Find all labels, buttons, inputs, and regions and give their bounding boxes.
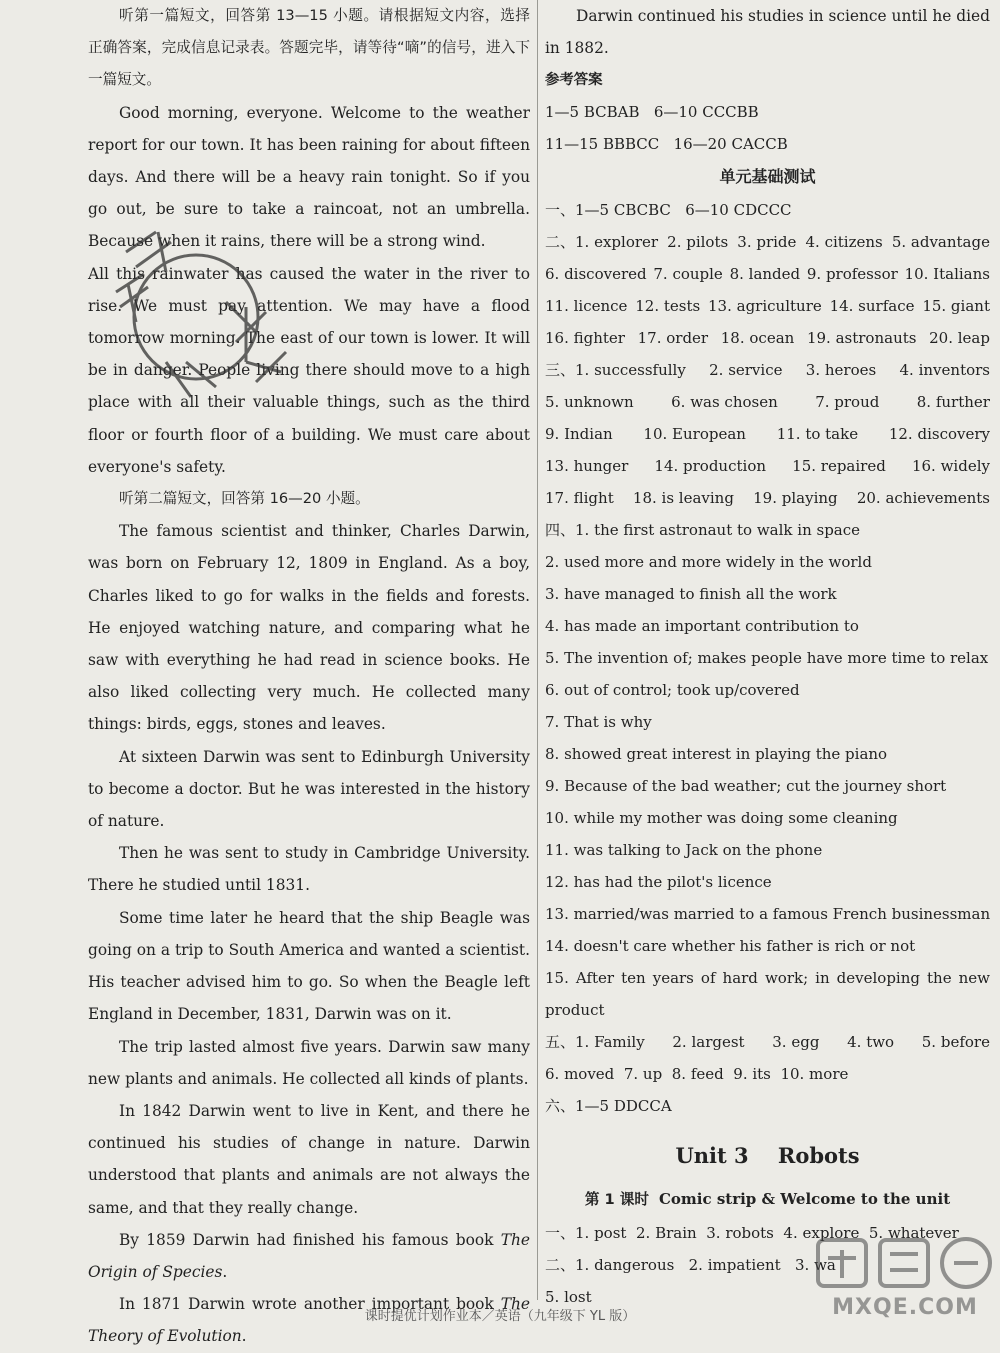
answer-item: 13. agriculture [708,297,822,316]
answer-item: 6. moved [545,1065,615,1084]
answer-item: 4. explore [783,1224,860,1243]
answer-item: 19. astronauts [806,329,917,348]
stamp-stroke [246,352,286,382]
page-footer: 课时提优计划作业本／英语（九年级下 YL 版） [364,1309,636,1324]
lesson-title [545,1182,990,1217]
answer-item: 8. further [916,393,990,412]
answer-item: 二、1. explorer [545,233,659,252]
answer-item: 16. widely [911,457,990,476]
answer-item: 二、1. dangerous [545,1256,675,1275]
answer-item: 10. Italians [904,265,990,284]
lesson-answer-row: 5. lost [545,1288,592,1307]
answer-line: 11—15 BBBCC 16—20 CACCB [545,135,788,154]
answer-item: 3. wa [795,1256,836,1275]
answer-line: 4. has made an important contribution to [545,617,859,636]
answer-line: 7. That is why [545,713,652,732]
watermark-stamp [96,212,296,422]
part-one-answers: 一、1—5 CBCBC 6—10 CDCCC [545,201,792,220]
answer-item: 2. Brain [636,1224,697,1243]
passage-two-paragraph: Then he was sent to study in Cambridge University. There he studied until 1831. [88,844,530,895]
answer-item: 8. landed [729,265,801,284]
answer-item: 5. whatever [868,1224,959,1243]
answer-row [545,322,990,354]
answer-item: 9. its [733,1065,771,1084]
answer-row [545,386,990,418]
part-six-answers: 六、1—5 DDCCA [545,1097,672,1116]
answer-line: 四、1. the first astronaut to walk in space [545,521,861,540]
answer-item: 17. order [637,329,709,348]
answer-item: 3. heroes [805,361,877,380]
answer-item: 18. ocean [720,329,795,348]
answer-item: 4. inventors [899,361,990,380]
answer-line: 5. The invention of; makes people have more time to relax [545,649,989,668]
part-five-answers [545,1026,990,1090]
answer-line: 14. doesn't care whether his father is rich or not [545,937,916,956]
answer-item: 20. achievements [856,489,990,508]
answer-item: 一、1. post [545,1224,627,1243]
answer-line: 15. After ten years of hard work; in developing the new product [545,969,990,1020]
answer-item: 5. advantage [891,233,990,252]
passage-two-paragraph: The trip lasted almost five years. Darwin saw many new plants and animals. He collected all kinds of plants. [88,1037,530,1088]
answer-item: 17. flight [545,489,614,508]
answer-line: 3. have managed to finish all the work [545,585,837,604]
answer-item: 7. proud [815,393,880,412]
answer-item: 4. citizens [805,233,883,252]
answer-item: 5. unknown [545,393,634,412]
intro-passage-two: 听第二篇短文，回答第 16—20 小题。 [119,490,370,508]
text-segment: . [241,1327,247,1346]
lesson-number: 第 1 课时 [584,1191,649,1209]
lesson-name: Comic strip & Welcome to the unit [658,1190,951,1209]
answer-item: 7. up [623,1065,663,1084]
answer-row [545,482,990,514]
answer-item: 15. repaired [792,457,886,476]
answer-line: 13. married/was married to a famous French businessman [545,905,991,924]
answer-item: 13. hunger [545,457,629,476]
stamp-stroke [226,302,266,362]
answer-item: 9. professor [806,265,898,284]
answer-item: 10. more [780,1065,849,1084]
answer-line: 12. has had the pilot's licence [545,873,772,892]
answer-item: 五、1. Family [545,1033,645,1052]
answer-line: 10. while my mother was doing some cleaning [545,809,898,828]
answer-item: 16. fighter [545,329,625,348]
right-column [545,0,990,1313]
answer-item: 10. European [643,425,746,444]
answer-line: 2. used more and more widely in the world [545,553,872,572]
watermark-logo-icon [810,1232,1000,1294]
answer-item: 19. playing [753,489,838,508]
answer-row [545,226,990,258]
column-divider [537,0,538,1300]
answer-line: 11. was talking to Jack on the phone [545,841,823,860]
answer-line: 8. showed great interest in playing the piano [545,745,888,764]
answer-item: 3. pride [737,233,797,252]
answer-item: 2. largest [672,1033,745,1052]
answer-item: 18. is leaving [632,489,734,508]
answer-item: 4. two [847,1033,895,1052]
left-column [88,0,530,1353]
passage-two-paragraph: In 1842 Darwin went to live in Kent, and there he continued his studies of change in nature. Darwin understood that plants and animals are not always the same, and that they really change. [88,1101,530,1217]
answer-item: 2. service [709,361,783,380]
answer-line: 6. out of control; took up/covered [545,681,800,700]
answer-item: 8. feed [671,1065,724,1084]
passage-continuation: Darwin continued his studies in science until he died in 1882. [545,7,990,58]
answer-row [545,354,990,386]
passage-one-paragraph: Good morning, everyone. Welcome to the weather report for our town. It has been raining for about fifteen days. And there will be a heavy rain tonight. So if you go out, be sure to take a raincoat, not an umbrella. Because when it rains, there will be a strong wind. [88,103,530,251]
answer-line: 1—5 BCBAB 6—10 CCCBB [545,103,759,122]
stamp-stroke [116,274,148,322]
answer-item: 5. before [921,1033,990,1052]
answers-heading: 参考答案 [545,72,603,89]
answer-item: 2. impatient [688,1256,781,1275]
answer-item: 9. Indian [545,425,613,444]
answer-row [545,258,990,290]
passage-two-paragraph: At sixteen Darwin was sent to Edinburgh University to become a doctor. But he was interested in the history of nature. [88,747,530,831]
text-segment: By 1859 Darwin had finished his famous book [119,1230,501,1249]
answer-row [545,1026,990,1058]
passage-two-paragraph-1859 [88,1224,530,1288]
stamp-stroke [126,232,171,272]
answer-item: 三、1. successfully [545,361,686,380]
answer-item: 3. egg [772,1033,820,1052]
part-four-answers [545,514,990,1026]
answer-item: 12. tests [635,297,701,316]
book-title: The Theory of Evolution [88,1295,530,1346]
passage-two-paragraph: Some time later he heard that the ship Beagle was going on a trip to South America and wanted a scientist. His teacher advised him to go. So when the Beagle left England in December, 1831, Darwin was on it. [88,908,530,1024]
text-segment: . [222,1262,228,1281]
answer-item: 7. couple [653,265,723,284]
answer-row [545,1058,990,1090]
intro-passage-one: 听第一篇短文，回答第 13—15 小题。请根据短文内容，选择正确答案，完成信息记录表。答题完毕，请等待“嘀”的信号，进入下一篇短文。 [88,7,530,89]
part-two-answers [545,226,990,354]
answer-item: 11. to take [776,425,859,444]
answer-item: 12. discovery [888,425,990,444]
answer-item: 11. licence [545,297,628,316]
answer-item: 14. surface [829,297,915,316]
book-title: The Origin of Species [88,1230,530,1281]
answer-item: 20. leap [929,329,990,348]
passage-two-paragraph: The famous scientist and thinker, Charles Darwin, was born on February 12, 1809 in England. As a boy, Charles liked to go for walks in the fields and forests. He enjoyed watching nature, and comparing what he saw with everything he had read in science books. He also liked collecting very much. He collected many things: birds, eggs, stones and leaves. [88,522,530,734]
answer-item: 15. giant [922,297,990,316]
answer-item: 6. discovered [545,265,647,284]
answer-item: 2. pilots [667,233,729,252]
watermark-logo-text: MXQE.COM [832,1295,978,1320]
passage-one-paragraph: All this rainwater has caused the water in the river to rise. We must pay attention. We may have a flood tomorrow morning. The east of our town is lower. It will be in danger. People living there should move to a high place with all their valuable things, such as the third floor or fourth floor of a building. We must care about everyone's safety. [88,264,530,476]
answer-row [545,450,990,482]
text-segment: In 1871 Darwin wrote another important book [119,1295,501,1314]
answer-line: 9. Because of the bad weather; cut the journey short [545,777,947,796]
answer-row [545,418,990,450]
section-title: 单元基础测试 [719,167,816,187]
unit-title: Unit 3 Robots [675,1143,860,1169]
answer-item: 6. was chosen [671,393,778,412]
answer-row [545,290,990,322]
answer-item: 3. robots [706,1224,774,1243]
answer-item: 14. production [654,457,767,476]
part-three-answers [545,354,990,514]
